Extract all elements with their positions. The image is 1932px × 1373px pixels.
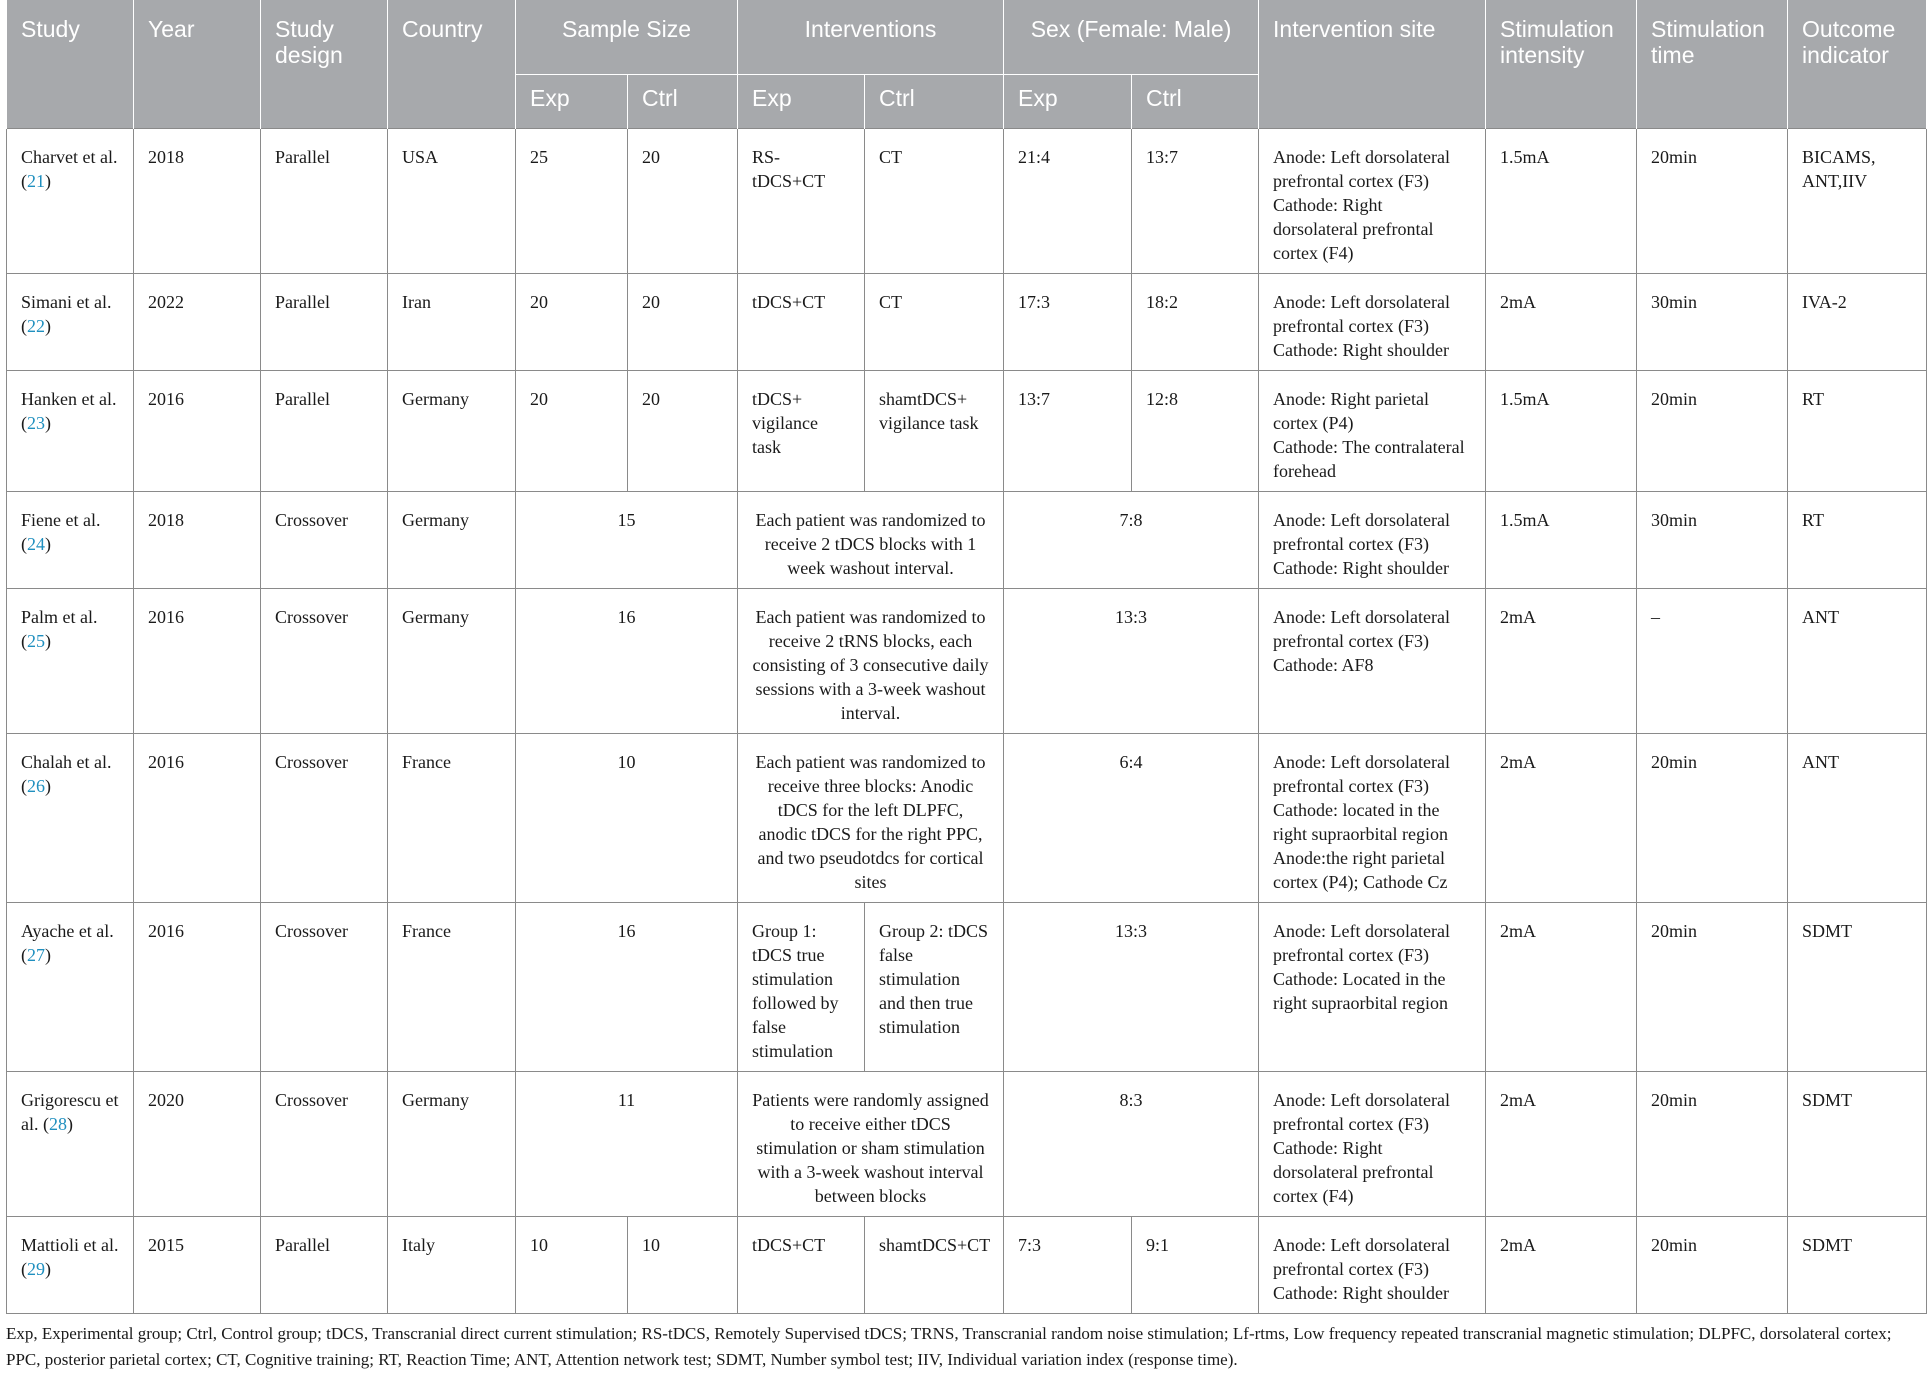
time-cell: 20min xyxy=(1637,734,1788,903)
sample-exp-cell: 20 xyxy=(516,274,628,371)
intensity-cell: 2mA xyxy=(1486,903,1637,1072)
study-cell: Grigorescu et al. (28) xyxy=(7,1072,134,1217)
intervention-exp-cell: tDCS+CT xyxy=(738,274,865,371)
year-cell: 2016 xyxy=(134,589,261,734)
design-cell: Crossover xyxy=(261,903,388,1072)
header-outcome-indicator: Outcome indicator xyxy=(1788,0,1927,129)
interventions-cell: Patients were randomly assigned to receive either tDCS stimulation or sham stimulation with a 3-week washout interval between blocks xyxy=(738,1072,1004,1217)
year-cell: 2018 xyxy=(134,492,261,589)
year-cell: 2020 xyxy=(134,1072,261,1217)
site-line: Cathode: Right dorsolateral prefrontal cortex (F4) xyxy=(1273,195,1434,263)
time-cell: 30min xyxy=(1637,274,1788,371)
design-cell: Crossover xyxy=(261,734,388,903)
reference-link[interactable]: 26 xyxy=(27,776,45,796)
header-study: Study xyxy=(7,0,134,129)
study-name: Charvet et al. xyxy=(21,147,118,167)
intervention-exp-cell: RS-tDCS+CT xyxy=(738,129,865,274)
sample-exp-cell: 25 xyxy=(516,129,628,274)
study-name: Simani et al. xyxy=(21,292,112,312)
design-cell: Crossover xyxy=(261,1072,388,1217)
intensity-cell: 1.5mA xyxy=(1486,492,1637,589)
reference-link[interactable]: 29 xyxy=(27,1259,45,1279)
intensity-cell: 2mA xyxy=(1486,734,1637,903)
country-cell: Italy xyxy=(388,1217,516,1314)
intensity-cell: 2mA xyxy=(1486,1072,1637,1217)
year-cell: 2016 xyxy=(134,734,261,903)
country-cell: Germany xyxy=(388,492,516,589)
interventions-cell: Each patient was randomized to receive 2 tRNS blocks, each consisting of 3 consecutive daily sessions with a 3-week washout interval. xyxy=(738,589,1004,734)
intensity-cell: 2mA xyxy=(1486,274,1637,371)
site-cell xyxy=(1259,274,1486,371)
site-line: Anode: Left dorsolateral prefrontal cortex (F3) xyxy=(1273,147,1450,191)
outcome-cell: ANT xyxy=(1788,589,1927,734)
study-name: Chalah et al. xyxy=(21,752,112,772)
site-line: Cathode: Right shoulder xyxy=(1273,558,1450,578)
sex-ctrl-cell: 18:2 xyxy=(1132,274,1259,371)
reference-link[interactable]: 27 xyxy=(27,945,45,965)
study-characteristics-table xyxy=(6,0,1927,1314)
table-header xyxy=(7,0,1927,129)
reference-link[interactable]: 25 xyxy=(27,631,45,651)
sample-size-cell: 11 xyxy=(516,1072,738,1217)
site-line: Cathode: Located in the right supraorbital region xyxy=(1273,969,1448,1013)
site-line: Anode: Left dorsolateral prefrontal cortex (F3) xyxy=(1273,1090,1450,1134)
study-cell: Mattioli et al. (29) xyxy=(7,1217,134,1314)
sex-cell: 13:3 xyxy=(1004,903,1259,1072)
study-cell: Chalah et al. (26) xyxy=(7,734,134,903)
site-line: Cathode: Right shoulder xyxy=(1273,1283,1450,1303)
site-line: Cathode: located in the right supraorbital region xyxy=(1273,800,1448,844)
sex-exp-cell: 13:7 xyxy=(1004,371,1132,492)
country-cell: Germany xyxy=(388,371,516,492)
intervention-exp-cell: tDCS+ vigilance task xyxy=(738,371,865,492)
table-container xyxy=(6,0,1926,1373)
header-sex: Sex (Female: Male) xyxy=(1004,0,1259,75)
table-row xyxy=(7,903,1927,1072)
intervention-ctrl-cell: shamtDCS+ vigilance task xyxy=(865,371,1004,492)
intervention-ctrl-cell: Group 2: tDCS false stimulation and then true stimulation xyxy=(865,903,1004,1072)
study-name: Mattioli et al. xyxy=(21,1235,119,1255)
study-cell: Palm et al. (25) xyxy=(7,589,134,734)
sex-cell: 8:3 xyxy=(1004,1072,1259,1217)
reference-link[interactable]: 24 xyxy=(27,534,45,554)
site-line: Anode: Left dorsolateral prefrontal cortex (F3) xyxy=(1273,1235,1450,1279)
design-cell: Parallel xyxy=(261,129,388,274)
time-cell: 30min xyxy=(1637,492,1788,589)
table-row xyxy=(7,274,1927,371)
intensity-cell: 2mA xyxy=(1486,589,1637,734)
country-cell: USA xyxy=(388,129,516,274)
sample-ctrl-cell: 10 xyxy=(628,1217,738,1314)
year-cell: 2015 xyxy=(134,1217,261,1314)
country-cell: Germany xyxy=(388,1072,516,1217)
sex-cell: 13:3 xyxy=(1004,589,1259,734)
design-cell: Crossover xyxy=(261,589,388,734)
header-intervention-site: Intervention site xyxy=(1259,0,1486,129)
study-name: Grigorescu et al. xyxy=(21,1090,119,1134)
site-cell xyxy=(1259,371,1486,492)
sample-size-cell: 10 xyxy=(516,734,738,903)
header-stimulation-intensity: Stimulation intensity xyxy=(1486,0,1637,129)
reference-link[interactable]: 23 xyxy=(27,413,45,433)
site-line: Anode: Left dorsolateral prefrontal cortex (F3) xyxy=(1273,292,1450,336)
sex-ctrl-cell: 12:8 xyxy=(1132,371,1259,492)
header-sex-exp: Exp xyxy=(1004,75,1132,129)
sex-cell: 6:4 xyxy=(1004,734,1259,903)
year-cell: 2022 xyxy=(134,274,261,371)
study-name: Fiene et al. xyxy=(21,510,101,530)
sample-ctrl-cell: 20 xyxy=(628,371,738,492)
site-cell xyxy=(1259,129,1486,274)
site-cell xyxy=(1259,492,1486,589)
header-sex-ctrl: Ctrl xyxy=(1132,75,1259,129)
study-name: Ayache et al. xyxy=(21,921,114,941)
sample-size-cell: 15 xyxy=(516,492,738,589)
time-cell: – xyxy=(1637,589,1788,734)
header-year: Year xyxy=(134,0,261,129)
study-cell: Fiene et al. (24) xyxy=(7,492,134,589)
site-cell xyxy=(1259,1072,1486,1217)
outcome-cell: BICAMS, ANT,IIV xyxy=(1788,129,1927,274)
study-name: Palm et al. xyxy=(21,607,98,627)
outcome-cell: SDMT xyxy=(1788,1217,1927,1314)
interventions-cell: Each patient was randomized to receive three blocks: Anodic tDCS for the left DLPFC, anodic tDCS for the right PPC, and two pseudotdcs for cortical sites xyxy=(738,734,1004,903)
site-line: Cathode: AF8 xyxy=(1273,655,1374,675)
sample-exp-cell: 10 xyxy=(516,1217,628,1314)
design-cell: Parallel xyxy=(261,274,388,371)
sample-size-cell: 16 xyxy=(516,903,738,1072)
site-line: Anode: Left dorsolateral prefrontal cortex (F3) xyxy=(1273,510,1450,554)
site-cell xyxy=(1259,589,1486,734)
outcome-cell: SDMT xyxy=(1788,1072,1927,1217)
sex-cell: 7:8 xyxy=(1004,492,1259,589)
table-row xyxy=(7,1217,1927,1314)
year-cell: 2016 xyxy=(134,903,261,1072)
country-cell: France xyxy=(388,903,516,1072)
intervention-ctrl-cell: shamtDCS+CT xyxy=(865,1217,1004,1314)
country-cell: Germany xyxy=(388,589,516,734)
intervention-exp-cell: tDCS+CT xyxy=(738,1217,865,1314)
sex-ctrl-cell: 13:7 xyxy=(1132,129,1259,274)
study-cell: Ayache et al. (27) xyxy=(7,903,134,1072)
intervention-exp-cell: Group 1: tDCS true stimulation followed by false stimulation xyxy=(738,903,865,1072)
intensity-cell: 2mA xyxy=(1486,1217,1637,1314)
time-cell: 20min xyxy=(1637,1217,1788,1314)
outcome-cell: ANT xyxy=(1788,734,1927,903)
country-cell: France xyxy=(388,734,516,903)
reference-link[interactable]: 22 xyxy=(27,316,45,336)
site-line: Anode:the right parietal cortex (P4); Cathode Cz xyxy=(1273,848,1448,892)
sex-exp-cell: 7:3 xyxy=(1004,1217,1132,1314)
header-stimulation-time: Stimulation time xyxy=(1637,0,1788,129)
table-body xyxy=(7,129,1927,1314)
header-sample-exp: Exp xyxy=(516,75,628,129)
sample-ctrl-cell: 20 xyxy=(628,274,738,371)
site-cell xyxy=(1259,734,1486,903)
study-cell: Simani et al. (22) xyxy=(7,274,134,371)
outcome-cell: RT xyxy=(1788,371,1927,492)
table-footnote: Exp, Experimental group; Ctrl, Control group; tDCS, Transcranial direct current stimulation; RS-tDCS, Remotely Supervised tDCS; TRNS, Transcranial random noise stimulation; Lf-rtms, Low frequency repeated transcranial magnetic stimulation; DLPFC, dorsolateral cortex; PPC, posterior parietal cortex; CT, Cognitive training; RT, Reaction Time; ANT, Attention network test; SDMT, Number symbol test; IIV, Individual variation index (response time). xyxy=(6,1324,1892,1369)
table-row xyxy=(7,1072,1927,1217)
sex-exp-cell: 21:4 xyxy=(1004,129,1132,274)
interventions-cell: Each patient was randomized to receive 2 tDCS blocks with 1 week washout interval. xyxy=(738,492,1004,589)
table-row xyxy=(7,129,1927,274)
time-cell: 20min xyxy=(1637,1072,1788,1217)
header-country: Country xyxy=(388,0,516,129)
country-cell: Iran xyxy=(388,274,516,371)
sex-ctrl-cell: 9:1 xyxy=(1132,1217,1259,1314)
site-line: Anode: Left dorsolateral prefrontal cortex (F3) xyxy=(1273,607,1450,651)
time-cell: 20min xyxy=(1637,129,1788,274)
table-row xyxy=(7,589,1927,734)
site-line: Anode: Right parietal cortex (P4) xyxy=(1273,389,1429,433)
year-cell: 2018 xyxy=(134,129,261,274)
intervention-ctrl-cell: CT xyxy=(865,129,1004,274)
sample-size-cell: 16 xyxy=(516,589,738,734)
site-line: Anode: Left dorsolateral prefrontal cortex (F3) xyxy=(1273,921,1450,965)
design-cell: Parallel xyxy=(261,1217,388,1314)
site-line: Cathode: Right shoulder xyxy=(1273,340,1450,360)
site-line: Cathode: Right dorsolateral prefrontal cortex (F4) xyxy=(1273,1138,1434,1206)
site-cell xyxy=(1259,903,1486,1072)
sample-exp-cell: 20 xyxy=(516,371,628,492)
site-line: Anode: Left dorsolateral prefrontal cortex (F3) xyxy=(1273,752,1450,796)
year-cell: 2016 xyxy=(134,371,261,492)
header-sample-ctrl: Ctrl xyxy=(628,75,738,129)
header-interventions-exp: Exp xyxy=(738,75,865,129)
time-cell: 20min xyxy=(1637,903,1788,1072)
outcome-cell: RT xyxy=(1788,492,1927,589)
intensity-cell: 1.5mA xyxy=(1486,129,1637,274)
site-cell xyxy=(1259,1217,1486,1314)
site-line: Cathode: The contralateral forehead xyxy=(1273,437,1465,481)
intervention-ctrl-cell: CT xyxy=(865,274,1004,371)
header-study-design: Study design xyxy=(261,0,388,129)
table-row xyxy=(7,734,1927,903)
study-name: Hanken et al. xyxy=(21,389,117,409)
reference-link[interactable]: 21 xyxy=(27,171,45,191)
sex-exp-cell: 17:3 xyxy=(1004,274,1132,371)
table-row xyxy=(7,492,1927,589)
design-cell: Parallel xyxy=(261,371,388,492)
sample-ctrl-cell: 20 xyxy=(628,129,738,274)
study-cell: Charvet et al. (21) xyxy=(7,129,134,274)
header-sample-size: Sample Size xyxy=(516,0,738,75)
outcome-cell: IVA-2 xyxy=(1788,274,1927,371)
header-interventions-ctrl: Ctrl xyxy=(865,75,1004,129)
reference-link[interactable]: 28 xyxy=(49,1114,67,1134)
design-cell: Crossover xyxy=(261,492,388,589)
header-interventions: Interventions xyxy=(738,0,1004,75)
study-cell: Hanken et al. (23) xyxy=(7,371,134,492)
time-cell: 20min xyxy=(1637,371,1788,492)
outcome-cell: SDMT xyxy=(1788,903,1927,1072)
intensity-cell: 1.5mA xyxy=(1486,371,1637,492)
table-row xyxy=(7,371,1927,492)
